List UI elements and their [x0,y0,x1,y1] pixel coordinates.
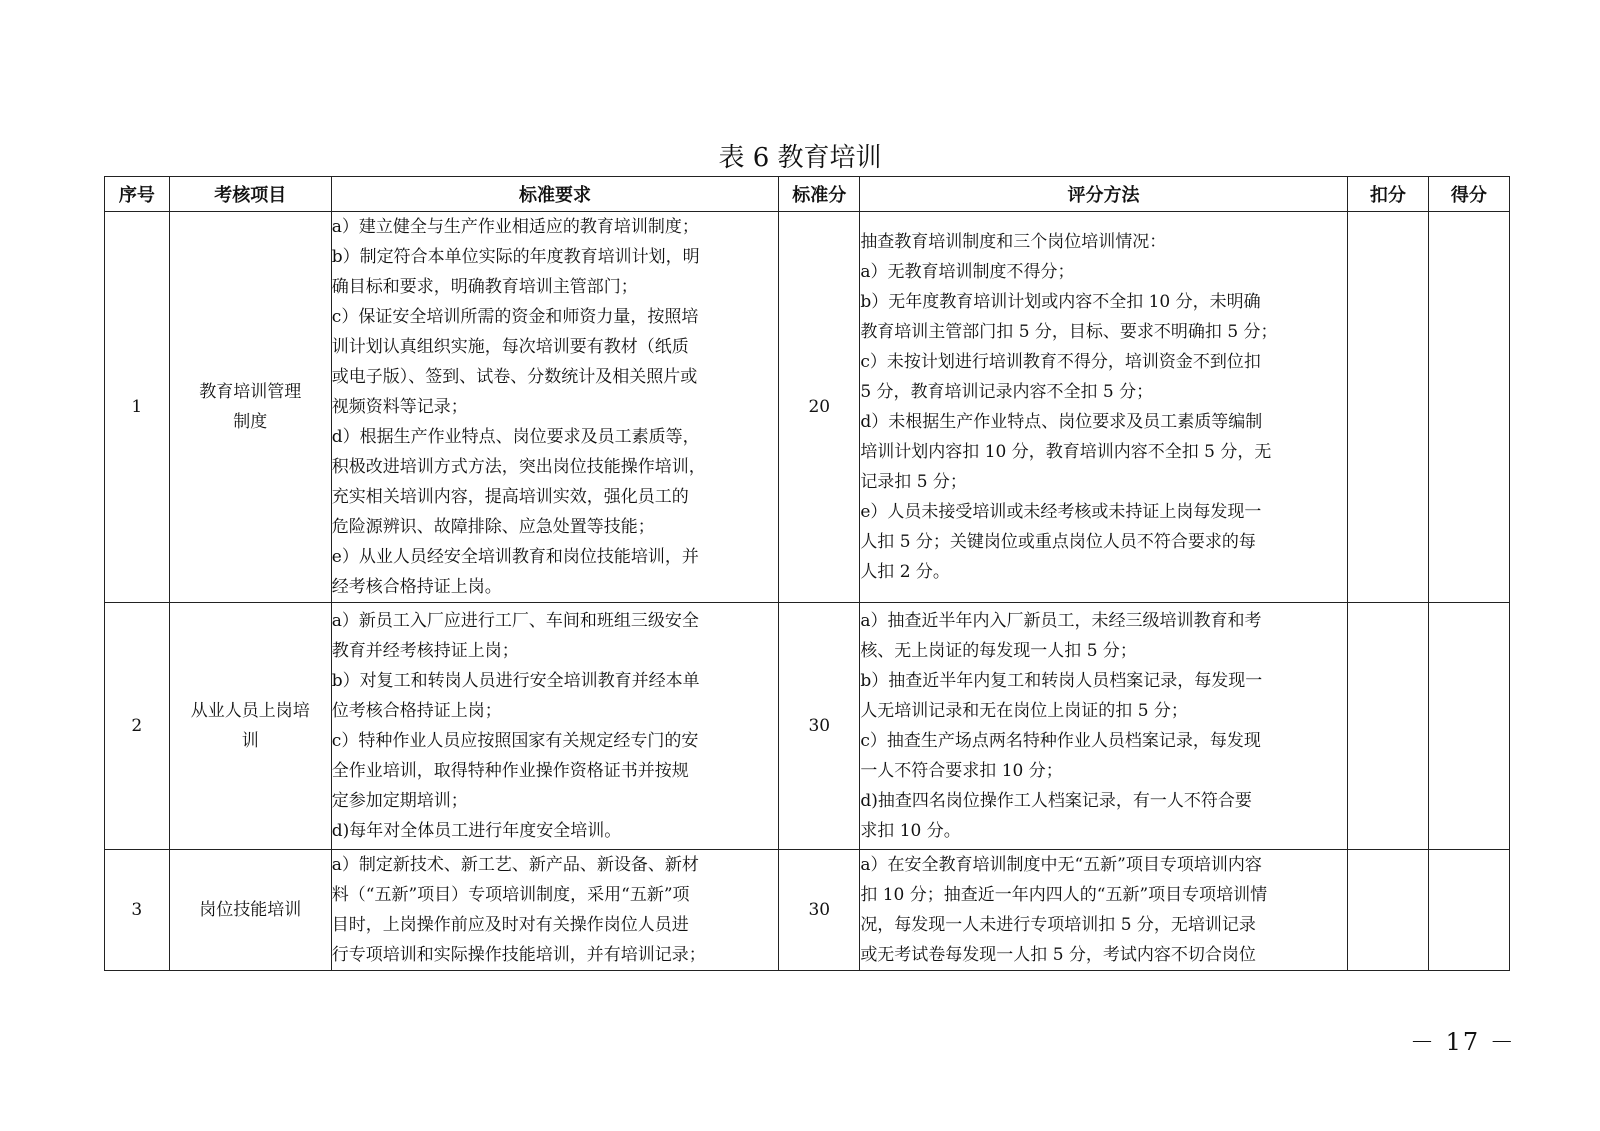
header-standard: 标准要求 [331,177,778,212]
deduction-cell [1347,603,1428,850]
standard-requirement: a）新员工入厂应进行工厂、车间和班组三级安全 教育并经考核持证上岗； b）对复工和转岗人员进行安全培训教育并经本单 位考核合格持证上岗； c）特种作业人员应按照国家有关规定经专门的安 全作业培训，取得特种作业操作资格证书并按规 定参加定期培训； d)每年对全体员工进行年度安全培训。 [331,603,778,850]
row-number: 2 [105,603,170,850]
scoring-method: a）在安全教育培训制度中无“五新”项目专项培训内容 扣 10 分；抽查近一年内四人的“五新”项目专项培训情 况，每发现一人未进行专项培训扣 5 分，无培训记录 或无考试卷每发现一人扣 5 分，考试内容不切合岗位 [860,850,1347,971]
page-number: － 17 － [1410,1028,1516,1056]
header-deduction: 扣分 [1347,177,1428,212]
header-no: 序号 [105,177,170,212]
standard-score: 20 [779,212,860,603]
standard-requirement: a）建立健全与生产作业相适应的教育培训制度； b）制定符合本单位实际的年度教育培训计划，明 确目标和要求，明确教育培训主管部门； c）保证安全培训所需的资金和师资力量，按照培 训计划认真组织实施，每次培训要有教材（纸质 或电子版）、签到、试卷、分数统计及相关照片或 视频资料等记录； d）根据生产作业特点、岗位要求及员工素质等， 积极改进培训方式方法，突出岗位技能操作培训， 充实相关培训内容，提高培训实效，强化员工的 危险源辨识、故障排除、应急处置等技能； e）从业人员经安全培训教育和岗位技能培训，并 经考核合格持证上岗。 [331,212,778,603]
deduction-cell [1347,850,1428,971]
scoring-method: a）抽查近半年内入厂新员工，未经三级培训教育和考 核、无上岗证的每发现一人扣 5 分； b）抽查近半年内复工和转岗人员档案记录，每发现一 人无培训记录和无在岗位上岗证的扣 5 分； c）抽查生产场点两名特种作业人员档案记录，每发现 一人不符合要求扣 10 分； d)抽查四名岗位操作工人档案记录，有一人不符合要 求扣 10 分。 [860,603,1347,850]
row-number: 1 [105,212,170,603]
standard-score: 30 [779,850,860,971]
table-title: 表 6 教育培训 [718,143,882,173]
result-cell [1428,850,1509,971]
header-item: 考核项目 [169,177,331,212]
result-cell [1428,212,1509,603]
result-cell [1428,603,1509,850]
table-row [105,603,1510,850]
header-method: 评分方法 [860,177,1347,212]
assessment-item: 岗位技能培训 [169,850,331,971]
scoring-method: 抽查教育培训制度和三个岗位培训情况： a）无教育培训制度不得分； b）无年度教育培训计划或内容不全扣 10 分，未明确 教育培训主管部门扣 5 分，目标、要求不明确扣 5 分； c）未按计划进行培训教育不得分，培训资金不到位扣 5 分，教育培训记录内容不全扣 5 分； d）未根据生产作业特点、岗位要求及员工素质等编制 培训计划内容扣 10 分，教育培训内容不全扣 5 分，无 记录扣 5 分； e）人员未接受培训或未经考核或未持证上岗每发现一 人扣 5 分；关键岗位或重点岗位人员不符合要求的每 人扣 2 分。 [860,212,1347,603]
deduction-cell [1347,212,1428,603]
assessment-item: 从业人员上岗培 训 [169,603,331,850]
row-number: 3 [105,850,170,971]
header-score: 标准分 [779,177,860,212]
standard-requirement: a）制定新技术、新工艺、新产品、新设备、新材 料（“五新”项目）专项培训制度，采用“五新”项 目时，上岗操作前应及时对有关操作岗位人员进 行专项培训和实际操作技能培训，并有培训记录； [331,850,778,971]
standard-score: 30 [779,603,860,850]
header-row [105,177,1510,212]
table-row [105,850,1510,971]
header-result: 得分 [1428,177,1509,212]
education-training-table [104,176,1510,971]
assessment-item: 教育培训管理 制度 [169,212,331,603]
table-row [105,212,1510,603]
